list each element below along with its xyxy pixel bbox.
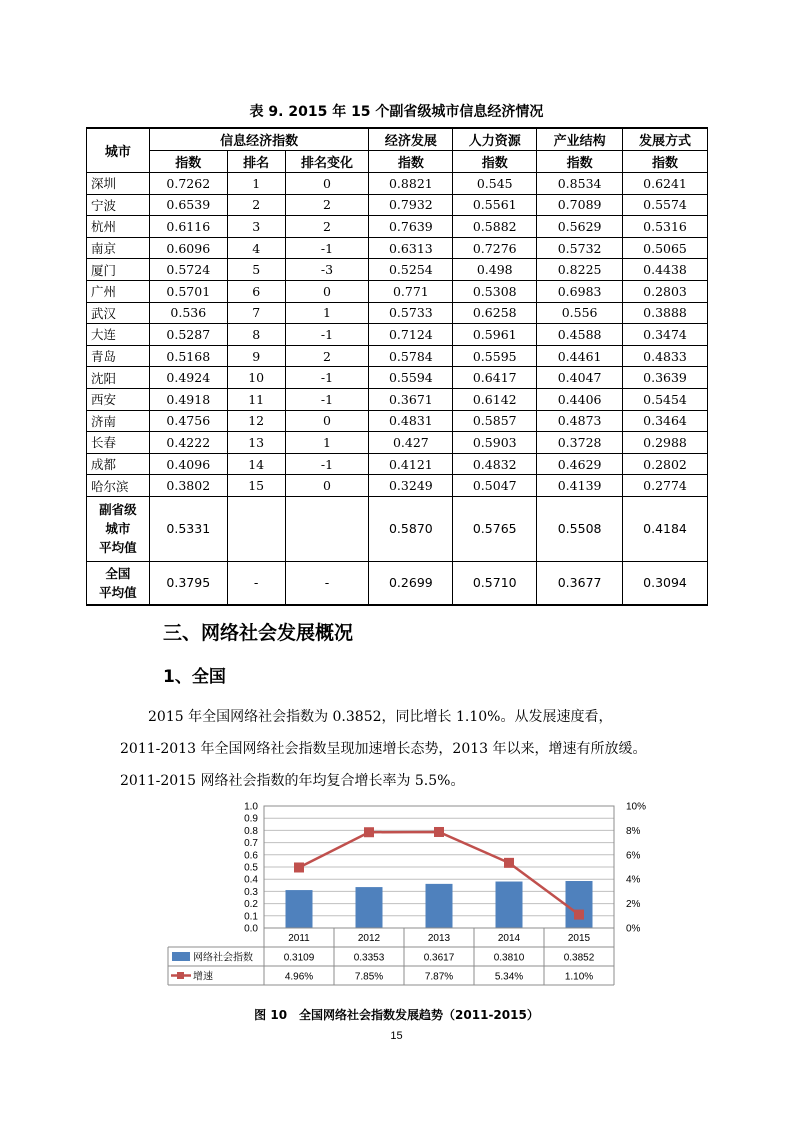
city-name: 厦门 bbox=[87, 259, 150, 281]
table-cell: 0.4924 bbox=[149, 367, 227, 389]
city-name: 西安 bbox=[87, 388, 150, 410]
left-axis-tick-label: 0.1 bbox=[244, 911, 258, 923]
right-axis-tick-label: 8% bbox=[626, 825, 641, 837]
table-cell: 0.427 bbox=[369, 432, 453, 454]
table-cell: 0 bbox=[285, 280, 369, 302]
table-cell: 0.4222 bbox=[149, 432, 227, 454]
table-cell: - bbox=[285, 561, 369, 605]
table-cell: 0.4406 bbox=[537, 388, 623, 410]
table-cell: 0.3464 bbox=[623, 410, 708, 432]
table-cell: 7 bbox=[227, 302, 285, 324]
table-cell: 0.5308 bbox=[453, 280, 537, 302]
left-axis-tick-label: 1.0 bbox=[244, 801, 258, 813]
table-row bbox=[87, 237, 708, 259]
table-cell: 0.5331 bbox=[149, 496, 227, 561]
legend-key-bars bbox=[172, 952, 190, 961]
table-cell: 0.8225 bbox=[537, 259, 623, 281]
figure-caption: 图 10 全国网络社会指数发展趋势（2011-2015） bbox=[254, 1008, 539, 1022]
table-row bbox=[87, 259, 708, 281]
table-cell: 0.4833 bbox=[623, 345, 708, 367]
x-axis-tick-label: 2013 bbox=[427, 933, 451, 944]
table-cell: 0.6142 bbox=[453, 388, 537, 410]
table-cell: 0.5316 bbox=[623, 216, 708, 238]
table-cell: 0.556 bbox=[537, 302, 623, 324]
table-cell: 0.7276 bbox=[453, 237, 537, 259]
table-cell: 0.5882 bbox=[453, 216, 537, 238]
network-society-chart bbox=[168, 798, 647, 998]
table-cell: 0.6241 bbox=[623, 173, 708, 195]
table-cell: 0.5870 bbox=[369, 496, 453, 561]
table-cell: 0.4096 bbox=[149, 453, 227, 475]
table-cell: 0.6417 bbox=[453, 367, 537, 389]
table-body bbox=[87, 173, 708, 605]
city-name: 广州 bbox=[87, 280, 150, 302]
table-cell: 0.8821 bbox=[369, 173, 453, 195]
header-city: 城市 bbox=[87, 128, 150, 173]
table-cell: 9 bbox=[227, 345, 285, 367]
table-cell: 0.5168 bbox=[149, 345, 227, 367]
right-axis-tick-label: 10% bbox=[626, 801, 647, 813]
table-cell: 0.4832 bbox=[453, 453, 537, 475]
right-axis-tick-label: 2% bbox=[626, 899, 641, 911]
table-cell: 0.4461 bbox=[537, 345, 623, 367]
table-cell: 0.5254 bbox=[369, 259, 453, 281]
left-axis-tick-label: 0.5 bbox=[244, 862, 258, 874]
city-name: 沈阳 bbox=[87, 367, 150, 389]
section-heading: 三、网络社会发展概况 bbox=[163, 622, 354, 644]
table-cell: 0.771 bbox=[369, 280, 453, 302]
data-label: 7.87% bbox=[424, 971, 454, 983]
table-row bbox=[87, 410, 708, 432]
table-cell: 0.2988 bbox=[623, 432, 708, 454]
table-cell: 0 bbox=[285, 475, 369, 497]
header-econ-dev-index: 指数 bbox=[369, 151, 453, 173]
header-dev-mode: 发展方式 bbox=[623, 128, 708, 151]
table-row bbox=[87, 280, 708, 302]
table-row bbox=[87, 216, 708, 238]
header-hr-index: 指数 bbox=[453, 151, 537, 173]
table-cell: 0.2803 bbox=[623, 280, 708, 302]
table-row-nat-avg bbox=[87, 561, 708, 605]
table-cell: 0.5857 bbox=[453, 410, 537, 432]
table-cell: 11 bbox=[227, 388, 285, 410]
table-cell: 0.4184 bbox=[623, 496, 708, 561]
header-dev-mode-index: 指数 bbox=[623, 151, 708, 173]
table-cell: 0.8534 bbox=[537, 173, 623, 195]
table-row bbox=[87, 194, 708, 216]
table-cell: 5 bbox=[227, 259, 285, 281]
table-cell: -3 bbox=[285, 259, 369, 281]
bar bbox=[426, 884, 453, 928]
table-row bbox=[87, 475, 708, 497]
table-cell: 1 bbox=[285, 302, 369, 324]
table-cell: 0.5765 bbox=[453, 496, 537, 561]
table-cell: 0.6539 bbox=[149, 194, 227, 216]
table-cell: 0.5287 bbox=[149, 324, 227, 346]
table-cell: 2 bbox=[285, 194, 369, 216]
legend-label: 增速 bbox=[193, 971, 213, 983]
table-row bbox=[87, 345, 708, 367]
table-cell: 0.3795 bbox=[149, 561, 227, 605]
table-cell: 2 bbox=[227, 194, 285, 216]
table-cell: 0.5508 bbox=[537, 496, 623, 561]
growth-point bbox=[504, 858, 514, 868]
city-name: 大连 bbox=[87, 324, 150, 346]
x-axis-tick-label: 2015 bbox=[567, 933, 591, 944]
left-axis-tick-label: 0.2 bbox=[244, 899, 258, 911]
table-cell: 0.2699 bbox=[369, 561, 453, 605]
table-row bbox=[87, 432, 708, 454]
left-axis-tick-label: 0.8 bbox=[244, 825, 258, 837]
table-cell: 15 bbox=[227, 475, 285, 497]
header-hr: 人力资源 bbox=[453, 128, 537, 151]
x-axis-tick-label: 2012 bbox=[357, 933, 381, 944]
table-cell: 0.5594 bbox=[369, 367, 453, 389]
table-cell: 0.4918 bbox=[149, 388, 227, 410]
table-cell: 0.6258 bbox=[453, 302, 537, 324]
header-industry-index: 指数 bbox=[537, 151, 623, 173]
table-cell: 1 bbox=[227, 173, 285, 195]
table-cell: 0.6096 bbox=[149, 237, 227, 259]
table-cell: 0.3888 bbox=[623, 302, 708, 324]
table-cell: 0.7932 bbox=[369, 194, 453, 216]
table-cell: -1 bbox=[285, 388, 369, 410]
table-cell: 13 bbox=[227, 432, 285, 454]
city-name: 青岛 bbox=[87, 345, 150, 367]
table-cell: 0.6116 bbox=[149, 216, 227, 238]
data-label: 1.10% bbox=[564, 971, 594, 983]
table-cell: 0 bbox=[285, 173, 369, 195]
table-cell: 0.5065 bbox=[623, 237, 708, 259]
table-cell: 10 bbox=[227, 367, 285, 389]
table-cell: 0 bbox=[285, 410, 369, 432]
info-economy-table bbox=[86, 127, 708, 606]
table-cell: 0.7124 bbox=[369, 324, 453, 346]
table-cell: 0.4831 bbox=[369, 410, 453, 432]
table-cell: 0.4121 bbox=[369, 453, 453, 475]
header-index: 指数 bbox=[149, 151, 227, 173]
x-axis-tick-label: 2014 bbox=[497, 933, 521, 944]
table-cell: 1 bbox=[285, 432, 369, 454]
table-cell: 0.4438 bbox=[623, 259, 708, 281]
section-subheading: 1、全国 bbox=[163, 667, 226, 687]
left-axis-tick-label: 0.7 bbox=[244, 838, 258, 850]
table-cell: 0.7262 bbox=[149, 173, 227, 195]
table-cell: 0.5733 bbox=[369, 302, 453, 324]
table-cell: 0.5710 bbox=[453, 561, 537, 605]
table-cell: -1 bbox=[285, 237, 369, 259]
growth-point bbox=[574, 910, 584, 920]
table-cell: 0.5595 bbox=[453, 345, 537, 367]
table-cell: 0.4047 bbox=[537, 367, 623, 389]
right-axis-tick-label: 6% bbox=[626, 850, 641, 862]
table-cell bbox=[285, 496, 369, 561]
left-axis-tick-label: 0.3 bbox=[244, 886, 258, 898]
table-row bbox=[87, 324, 708, 346]
table-cell: 0.5732 bbox=[537, 237, 623, 259]
data-label: 7.85% bbox=[354, 971, 384, 983]
table-cell: 0.5724 bbox=[149, 259, 227, 281]
table-cell: 0.498 bbox=[453, 259, 537, 281]
table-row bbox=[87, 367, 708, 389]
city-name: 武汉 bbox=[87, 302, 150, 324]
table-cell: 8 bbox=[227, 324, 285, 346]
table-cell: - bbox=[227, 561, 285, 605]
city-name: 宁波 bbox=[87, 194, 150, 216]
sub-avg-label: 副省级 城市 平均值 bbox=[87, 496, 150, 561]
table-cell: 0.4756 bbox=[149, 410, 227, 432]
table-cell: 0.4139 bbox=[537, 475, 623, 497]
bar bbox=[496, 882, 523, 928]
table-cell: 0.5701 bbox=[149, 280, 227, 302]
table-cell: 2 bbox=[285, 345, 369, 367]
legend-label: 网络社会指数 bbox=[193, 952, 253, 964]
table-cell: 14 bbox=[227, 453, 285, 475]
data-label: 0.3810 bbox=[493, 952, 525, 964]
table-row-sub-avg bbox=[87, 496, 708, 561]
paragraph-line-2: 2011-2013 年全国网络社会指数呈现加速增长态势，2013 年以来，增速有所放缓。 bbox=[120, 741, 647, 757]
table-cell: 12 bbox=[227, 410, 285, 432]
table-cell: 0.7639 bbox=[369, 216, 453, 238]
header-rank: 排名 bbox=[227, 151, 285, 173]
table-cell: 0.5454 bbox=[623, 388, 708, 410]
city-name: 深圳 bbox=[87, 173, 150, 195]
left-axis-tick-label: 0.6 bbox=[244, 850, 258, 862]
bar bbox=[286, 890, 313, 928]
table-cell: -1 bbox=[285, 367, 369, 389]
table-cell: 0.2802 bbox=[623, 453, 708, 475]
growth-point bbox=[364, 827, 374, 837]
table-cell: 0.3677 bbox=[537, 561, 623, 605]
table-cell: -1 bbox=[285, 453, 369, 475]
nat-avg-label: 全国 平均值 bbox=[87, 561, 150, 605]
table-row bbox=[87, 388, 708, 410]
left-axis-tick-label: 0.9 bbox=[244, 813, 258, 825]
right-axis-tick-label: 0% bbox=[626, 923, 641, 935]
table-caption: 表 9. 2015 年 15 个副省级城市信息经济情况 bbox=[249, 104, 544, 120]
city-name: 南京 bbox=[87, 237, 150, 259]
table-cell: 0.3728 bbox=[537, 432, 623, 454]
paragraph-line-1: 2015 年全国网络社会指数为 0.3852，同比增长 1.10%。从发展速度看， bbox=[148, 709, 613, 725]
body-paragraph bbox=[120, 701, 690, 797]
table-row bbox=[87, 173, 708, 195]
table-cell: 0.4629 bbox=[537, 453, 623, 475]
x-axis-tick-label: 2011 bbox=[288, 933, 310, 944]
data-label: 5.34% bbox=[494, 971, 524, 983]
city-name: 杭州 bbox=[87, 216, 150, 238]
legend-key-marker bbox=[177, 972, 184, 979]
data-label: 0.3617 bbox=[423, 952, 455, 964]
table-cell: 0.545 bbox=[453, 173, 537, 195]
bar bbox=[566, 881, 593, 928]
left-axis-tick-label: 0.4 bbox=[244, 874, 258, 886]
data-label: 0.3353 bbox=[353, 952, 385, 964]
data-label: 4.96% bbox=[284, 971, 314, 983]
growth-point bbox=[294, 862, 304, 872]
table-cell: 0.3249 bbox=[369, 475, 453, 497]
paragraph-line-3: 2011-2015 网络社会指数的年均复合增长率为 5.5%。 bbox=[120, 773, 465, 789]
header-info-group: 信息经济指数 bbox=[149, 128, 369, 151]
city-name: 成都 bbox=[87, 453, 150, 475]
table-cell: 0.5903 bbox=[453, 432, 537, 454]
table-row bbox=[87, 302, 708, 324]
table-cell: -1 bbox=[285, 324, 369, 346]
table-cell: 0.5961 bbox=[453, 324, 537, 346]
table-cell: 0.6983 bbox=[537, 280, 623, 302]
table-cell: 0.5574 bbox=[623, 194, 708, 216]
right-axis-tick-label: 4% bbox=[626, 874, 641, 886]
table-cell: 6 bbox=[227, 280, 285, 302]
city-name: 长春 bbox=[87, 432, 150, 454]
table-cell: 3 bbox=[227, 216, 285, 238]
header-industry: 产业结构 bbox=[537, 128, 623, 151]
table-cell: 0.5784 bbox=[369, 345, 453, 367]
table-row bbox=[87, 453, 708, 475]
table-cell: 0.5561 bbox=[453, 194, 537, 216]
city-name: 济南 bbox=[87, 410, 150, 432]
table-cell: 0.5629 bbox=[537, 216, 623, 238]
data-label: 0.3109 bbox=[283, 952, 315, 964]
table-cell: 0.4873 bbox=[537, 410, 623, 432]
header-econ-dev: 经济发展 bbox=[369, 128, 453, 151]
header-rank-change: 排名变化 bbox=[285, 151, 369, 173]
table-cell: 4 bbox=[227, 237, 285, 259]
table-cell: 0.7089 bbox=[537, 194, 623, 216]
bar bbox=[356, 887, 383, 928]
table-cell: 0.3474 bbox=[623, 324, 708, 346]
table-cell: 0.3639 bbox=[623, 367, 708, 389]
page-number: 15 bbox=[390, 1030, 403, 1042]
table-cell: 0.6313 bbox=[369, 237, 453, 259]
table-cell: 0.536 bbox=[149, 302, 227, 324]
data-label: 0.3852 bbox=[563, 952, 595, 964]
table-cell: 2 bbox=[285, 216, 369, 238]
table-cell: 0.5047 bbox=[453, 475, 537, 497]
table-cell: 0.4588 bbox=[537, 324, 623, 346]
table-cell: 0.2774 bbox=[623, 475, 708, 497]
growth-point bbox=[434, 827, 444, 837]
table-cell: 0.3802 bbox=[149, 475, 227, 497]
table-cell: 0.3671 bbox=[369, 388, 453, 410]
left-axis-tick-label: 0.0 bbox=[244, 923, 258, 935]
city-name: 哈尔滨 bbox=[87, 475, 150, 497]
table-cell: 0.3094 bbox=[623, 561, 708, 605]
table-cell bbox=[227, 496, 285, 561]
